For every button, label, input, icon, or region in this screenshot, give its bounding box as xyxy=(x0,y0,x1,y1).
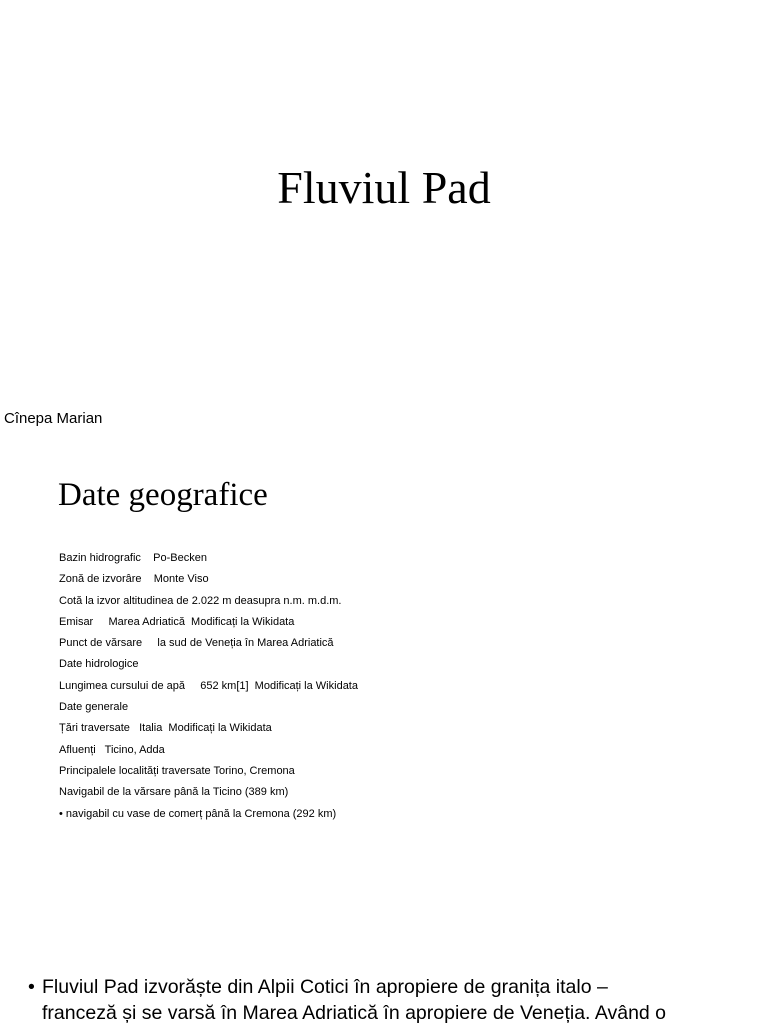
info-line-source-altitude: Cotă la izvor altitudinea de 2.022 m deasupra n.m. m.d.m. xyxy=(59,594,342,607)
info-line-length: Lungimea cursului de apă 652 km[1] Modificați la Wikidata xyxy=(59,679,358,692)
info-line-hydrologic-header: Date hidrologice xyxy=(59,658,139,671)
info-line-general-header: Date generale xyxy=(59,701,129,714)
info-line-source-zone: Zonă de izvorâre Monte Viso xyxy=(59,573,209,586)
info-line-navigable: Navigabil de la vărsare până la Ticino (389 km) xyxy=(59,786,289,799)
bullet-indent xyxy=(28,1000,42,1024)
geographic-data-list xyxy=(59,550,358,827)
section-heading: Date geografice xyxy=(58,477,268,513)
bullet-dot: • xyxy=(28,976,35,998)
info-line-basin: Bazin hidrografic Po-Becken xyxy=(59,552,207,564)
info-line-tributaries: Afluenți Ticino, Adda xyxy=(59,743,165,756)
info-line-localities: Principalele localități traversate Torino, Cremona xyxy=(59,764,295,777)
author-name: Cînepa Marian xyxy=(4,410,103,427)
info-line-emissary: Emisar Marea Adriatică Modificați la Wikidata xyxy=(59,615,295,628)
page-title: Fluviul Pad xyxy=(277,162,491,213)
info-line-countries: Țări traversate Italia Modificați la Wikidata xyxy=(59,722,272,735)
bullet-paragraph xyxy=(28,974,758,1024)
info-line-commercial-navigation: • navigabil cu vase de comerț până la Cremona (292 km) xyxy=(59,807,337,820)
bullet-text-line: franceză și se varsă în Marea Adriatică în apropiere de Veneția. Având o xyxy=(42,1002,667,1024)
bullet-line xyxy=(28,974,758,1000)
info-line-mouth: Punct de vărsare la sud de Veneția în Marea Adriatică xyxy=(59,637,334,650)
bullet-text-line: Fluviul Pad izvorăște din Alpii Cotici în apropiere de granița italo – xyxy=(42,976,608,998)
bullet-line xyxy=(28,1000,758,1024)
